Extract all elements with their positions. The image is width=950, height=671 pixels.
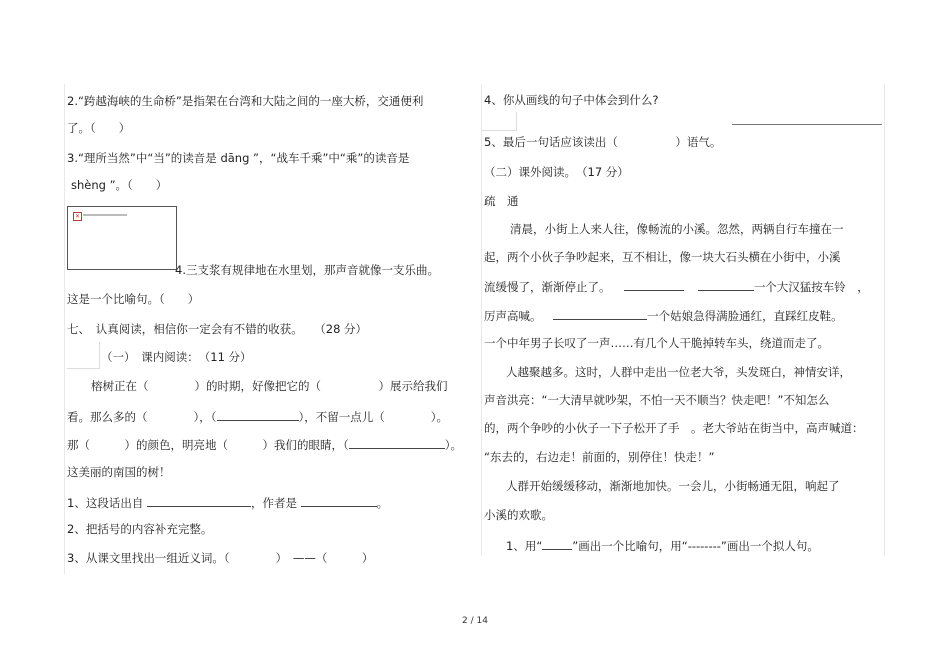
paragraph-line <box>484 277 869 295</box>
underline-sample <box>542 536 572 550</box>
text-line: 4.三支浆有规律地在水里划，那声音就像一支乐曲。 <box>175 263 439 277</box>
answer-blank[interactable] <box>624 277 684 291</box>
question-line <box>506 536 819 554</box>
subsection-heading: （一） 课内阅读： （11 分） <box>101 350 252 364</box>
text-line <box>67 407 448 425</box>
text-segment: ）。 <box>444 438 462 452</box>
blank-box <box>67 342 100 369</box>
text-line: 这是一个比喻句。（ ） <box>67 292 200 306</box>
paragraph-line: 人群开始缓缓移动，渐渐地加快。一会儿，小街畅通无阻，响起了 <box>506 479 840 493</box>
article-title: 疏 通 <box>484 194 519 208</box>
paragraph-line: 起，两个小伙子争吵起来，互不相让，像一块大石头横在小街中，小溪 <box>484 250 841 264</box>
answer-blank[interactable] <box>553 306 647 320</box>
question-line: 3、从课文里找出一组近义词。（ ） ——（ ） <box>67 551 374 565</box>
left-column <box>64 84 467 574</box>
paragraph-line: “东去的，右边走！前面的，别停住！快走！” <box>484 450 715 464</box>
text-line: shèng ”。（ ） <box>71 178 168 192</box>
paragraph-line: 清晨，小街上人来人往，像畅流的小溪。忽然，两辆自行车撞在一 <box>510 222 844 236</box>
right-column <box>481 84 885 556</box>
answer-blank[interactable] <box>698 277 754 291</box>
text-segment: ），不留一点儿（ ）。 <box>298 410 448 424</box>
text-segment: 1、用“ <box>506 539 543 553</box>
text-line: 这美丽的南国的树！ <box>67 465 171 479</box>
text-segment: 一个姑娘急得满脸通红，直踩红皮鞋。 <box>647 309 843 323</box>
text-segment: 厉声高喊。 <box>484 309 542 323</box>
paragraph-line: 人越聚越多。这时，人群中走出一位老大爷，头发斑白，神情安详， <box>506 365 851 379</box>
section-heading: 七、 认真阅读，相信你一定会有不错的收获。 （28 分） <box>67 322 368 336</box>
answer-blank[interactable] <box>217 407 299 421</box>
text-segment: 1、这段话出自 <box>67 496 144 510</box>
text-line <box>67 435 462 453</box>
broken-image-icon: ✕ <box>74 213 81 220</box>
answer-blank[interactable] <box>147 493 251 507</box>
question-line <box>67 493 388 511</box>
paragraph-line: 声音洪亮：“一大清早就吵架，不怕一天不顺当？快走吧！”不知怎么 <box>484 393 830 407</box>
paragraph-line: 一个中年男子长叹了一声……有几个人干脆掉转车头，绕道而走了。 <box>484 336 829 350</box>
paragraph-line: 小溪的欢歌。 <box>484 508 553 522</box>
broken-image-placeholder <box>67 206 177 270</box>
text-segment: ”画出一个比喻句，用“ <box>572 539 688 553</box>
dashed-line-sample: -------- <box>687 539 721 553</box>
answer-line[interactable] <box>732 124 882 125</box>
text-segment: 那（ ）的颜色，明亮地（ ）我们的眼睛，（ <box>67 438 349 452</box>
answer-blank[interactable] <box>349 435 445 449</box>
text-line: 2.“跨越海峡的生命桥”是指架在台湾和大陆之间的一座大桥，交通便利 <box>67 94 424 108</box>
text-segment: ”画出一个拟人句。 <box>720 539 819 553</box>
answer-blank[interactable] <box>301 493 377 507</box>
question-line: 5、最后一句话应该读出（ ）语气。 <box>484 135 722 149</box>
text-segment: 。 <box>376 496 389 510</box>
text-line: 榕树正在（ ）的时期，好像把它的（ ）展示给我们 <box>91 379 448 393</box>
subsection-heading: （二）课外阅读。 （17 分） <box>484 165 629 179</box>
text-segment: 看。那么多的（ ），（ <box>67 410 217 424</box>
text-line: 了。（ ） <box>67 121 131 135</box>
question-line: 2、把括号的内容补充完整。 <box>67 522 213 536</box>
paragraph-line <box>484 306 843 324</box>
text-segment: 一个大汉猛按车铃 ， <box>753 280 869 294</box>
text-segment: 流缓慢了，渐渐停止了。 <box>484 280 611 294</box>
text-line: 3.“理所当然”中“当”的读音是 dāng ”，“战车千乘”中“乘”的读音是 <box>67 151 410 165</box>
question-line: 4、你从画线的句子中体会到什么? <box>484 93 659 107</box>
page-number: 2 / 14 <box>462 616 488 626</box>
image-caption-bar <box>83 214 127 216</box>
text-segment: ，作者是 <box>250 496 297 510</box>
blank-box <box>482 112 517 131</box>
paragraph-line: 的，两个争吵的小伙子一下子松开了手 。老大爷站在街当中，高声喊道： <box>484 421 864 435</box>
